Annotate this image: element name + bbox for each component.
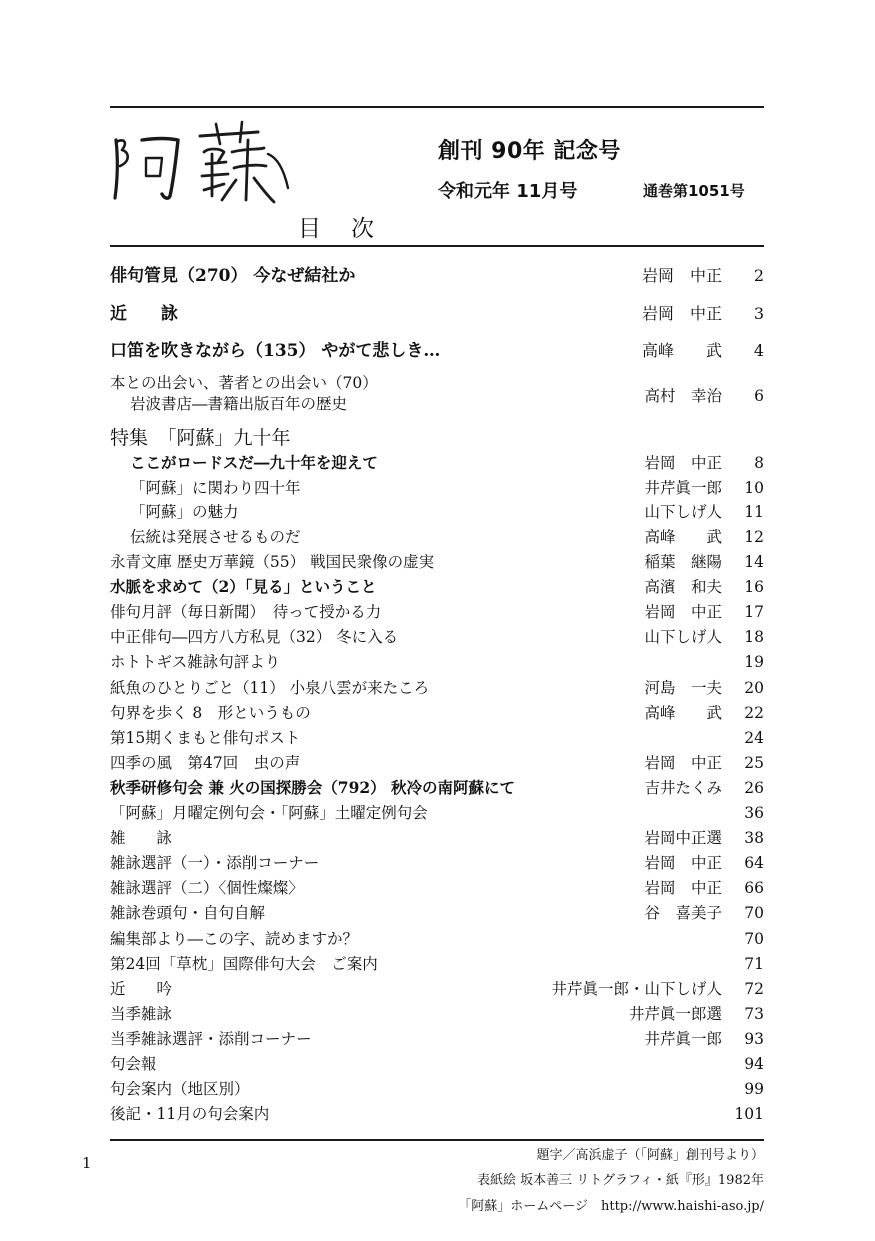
toc-row [110,302,764,326]
toc-page: 66 [744,879,764,897]
toc-row [110,1102,764,1126]
toc-row [110,650,764,674]
toc-author: 岩岡中正選 [644,829,722,847]
toc-row [110,525,764,549]
toc-title: 句会報 [110,1055,157,1073]
toc-title: 第15期くまもと俳句ポスト [110,729,301,747]
issue-date: 令和元年 11月号 [438,181,578,202]
heading-rule [110,245,764,247]
toc-row [110,373,764,419]
toc-author: 岩岡 中正 [641,304,722,323]
toc-page: 38 [744,829,764,847]
toc-row [110,726,764,750]
toc-row [110,851,764,875]
toc-author: 高峰 武 [641,341,722,360]
toc-row [110,600,764,624]
toc-row [110,751,764,775]
toc-row [110,776,764,800]
toc-title: 当季雑詠選評・添削コーナー [110,1030,312,1048]
toc-page: 101 [734,1105,764,1123]
toc-title: 口笛を吹きながら（135） やがて悲しき… [110,341,441,361]
toc-author: 井芹眞一郎 [644,1030,722,1048]
toc-row [110,575,764,599]
top-rule [110,106,764,108]
toc-page: 72 [744,980,764,998]
toc-title: 永青文庫 歴史万華鏡（55） 戦国民衆像の虚実 [110,553,435,571]
toc-title: 後記・11月の句会案内 [110,1105,270,1123]
calligraphy-logo [108,118,298,210]
toc-title: 雑 詠 [110,829,173,847]
issue-title: 創刊 90年 記念号 [438,139,621,164]
toc-page: 10 [744,479,764,497]
toc-row [110,451,764,475]
toc-row [110,701,764,725]
toc-page: 36 [744,804,764,822]
toc-page: 24 [744,729,764,747]
toc-title: ホトトギス雑詠句評より [110,653,281,671]
toc-title: 当季雑詠 [110,1005,173,1023]
toc-title: 近 吟 [110,980,173,998]
toc-row [110,1077,764,1101]
toc-page: 26 [744,779,764,797]
toc-title: 俳句管見（270） 今なぜ結社か [110,266,356,286]
toc-page: 70 [744,904,764,922]
calligraphy-credit: 題字／高浜虚子（「阿蘇」創刊号より） [536,1148,764,1163]
toc-page: 16 [744,578,764,596]
bottom-rule [110,1139,764,1141]
toc-page: 8 [754,454,764,472]
toc-title: 句界を歩く 8 形というもの [110,704,311,722]
toc-author: 岩岡 中正 [644,603,722,621]
toc-page: 22 [744,704,764,722]
toc-title: 編集部より―この字、読めますか？ [110,930,359,948]
toc-page: 6 [754,387,764,405]
toc-title: 句会案内（地区別） [110,1080,250,1098]
toc-title: 俳句月評（毎日新聞） 待って授かる力 [110,603,382,621]
toc-page: 12 [744,528,764,546]
toc-page: 3 [753,304,764,323]
toc-row [110,500,764,524]
toc-author: 井芹眞一郎 [644,479,722,497]
toc-title: 水脈を求めて（2）「見る」ということ [110,577,377,596]
toc-page: 94 [744,1055,764,1073]
issue-number: 通巻第1051号 [643,182,745,200]
toc-author: 岩岡 中正 [641,266,722,285]
toc-row [110,801,764,825]
toc-page: 73 [744,1005,764,1023]
toc-author: 高村 幸治 [644,387,722,405]
toc-title-line1: 本との出会い、著者との出会い（70） [110,374,378,392]
toc-page: 64 [744,854,764,872]
toc-row [110,876,764,900]
toc-row [110,550,764,574]
toc-row [110,1052,764,1076]
toc-page: 18 [744,628,764,646]
toc-page: 11 [744,503,764,521]
toc-row [110,676,764,700]
toc-page: 4 [753,341,764,360]
toc-row [110,476,764,500]
toc-title: 四季の風 第47回 虫の声 [110,754,301,772]
page-number: 1 [82,1154,92,1172]
toc-row [110,977,764,1001]
calligraphy-logo-image [108,118,298,210]
toc-page: 93 [744,1030,764,1048]
toc-title: 紙魚のひとりごと（11） 小泉八雲が来たころ [110,679,430,697]
toc-title: 特集 「阿蘇」九十年 [110,427,291,449]
toc-author: 岩岡 中正 [644,754,722,772]
toc-author: 井芹眞一郎選 [628,1005,722,1023]
toc-author: 高濱 和夫 [644,578,722,596]
toc-author: 河島 一夫 [644,679,722,697]
toc-title: 伝統は発展させるものだ [130,528,301,546]
toc-subtitle: 岩波書店―書籍出版百年の歴史 [130,395,348,413]
toc-author: 高峰 武 [644,528,722,546]
toc-page: 20 [744,679,764,697]
toc-author: 山下しげ人 [644,628,722,646]
toc-title: 近 詠 [110,304,178,324]
toc-author: 岩岡 中正 [644,879,722,897]
toc-page: 14 [744,553,764,571]
toc-title [110,373,378,415]
toc-row [110,927,764,951]
toc-author: 井芹眞一郎・山下しげ人 [551,980,722,998]
toc-page: 17 [744,603,764,621]
toc-row [110,952,764,976]
cover-credit: 表紙絵 坂本善三 リトグラフィ・紙『形』1982年 [476,1173,764,1188]
toc-title: 中正俳句―四方八方私見（32） 冬に入る [110,628,399,646]
toc-title: 雑詠巻頭句・自句自解 [110,904,266,922]
toc-title: ここがロードスだ―九十年を迎えて [130,453,378,472]
toc-row [110,901,764,925]
toc-author: 山下しげ人 [644,503,722,521]
toc-page: 19 [744,653,764,671]
toc-page: 2 [753,266,764,285]
toc-row [110,1002,764,1026]
toc-author: 吉井たくみ [644,779,722,797]
toc-title: 秋季研修句会 兼 火の国探勝会（792） 秋冷の南阿蘇にて [110,778,516,797]
toc-heading: 目次 [298,216,404,242]
toc-row [110,339,764,363]
toc-author: 岩岡 中正 [644,454,722,472]
toc-page: 70 [744,930,764,948]
toc-page: 71 [744,955,764,973]
toc-row [110,1027,764,1051]
toc-author: 高峰 武 [644,704,722,722]
toc-page: 99 [744,1080,764,1098]
toc-row [110,826,764,850]
toc-author: 谷 喜美子 [644,904,722,922]
toc-title: 雑詠選評（二）〈個性燦燦〉 [110,879,304,897]
toc-section-heading [110,426,764,450]
toc-title: 第24回「草枕」国際俳句大会 ご案内 [110,955,378,973]
toc-page: 25 [744,754,764,772]
toc-row [110,264,764,288]
toc-author: 岩岡 中正 [644,854,722,872]
homepage-link[interactable]: 「阿蘇」ホームページ http://www.haishi-aso.jp/ [458,1199,764,1214]
toc-row [110,625,764,649]
toc-author: 稲葉 継陽 [644,553,722,571]
toc-title: 「阿蘇」月曜定例句会・「阿蘇」土曜定例句会 [110,804,428,822]
toc-title: 「阿蘇」に関わり四十年 [130,479,301,497]
toc-title: 「阿蘇」の魅力 [130,503,239,521]
toc-title: 雑詠選評（一）・添削コーナー [110,854,320,872]
